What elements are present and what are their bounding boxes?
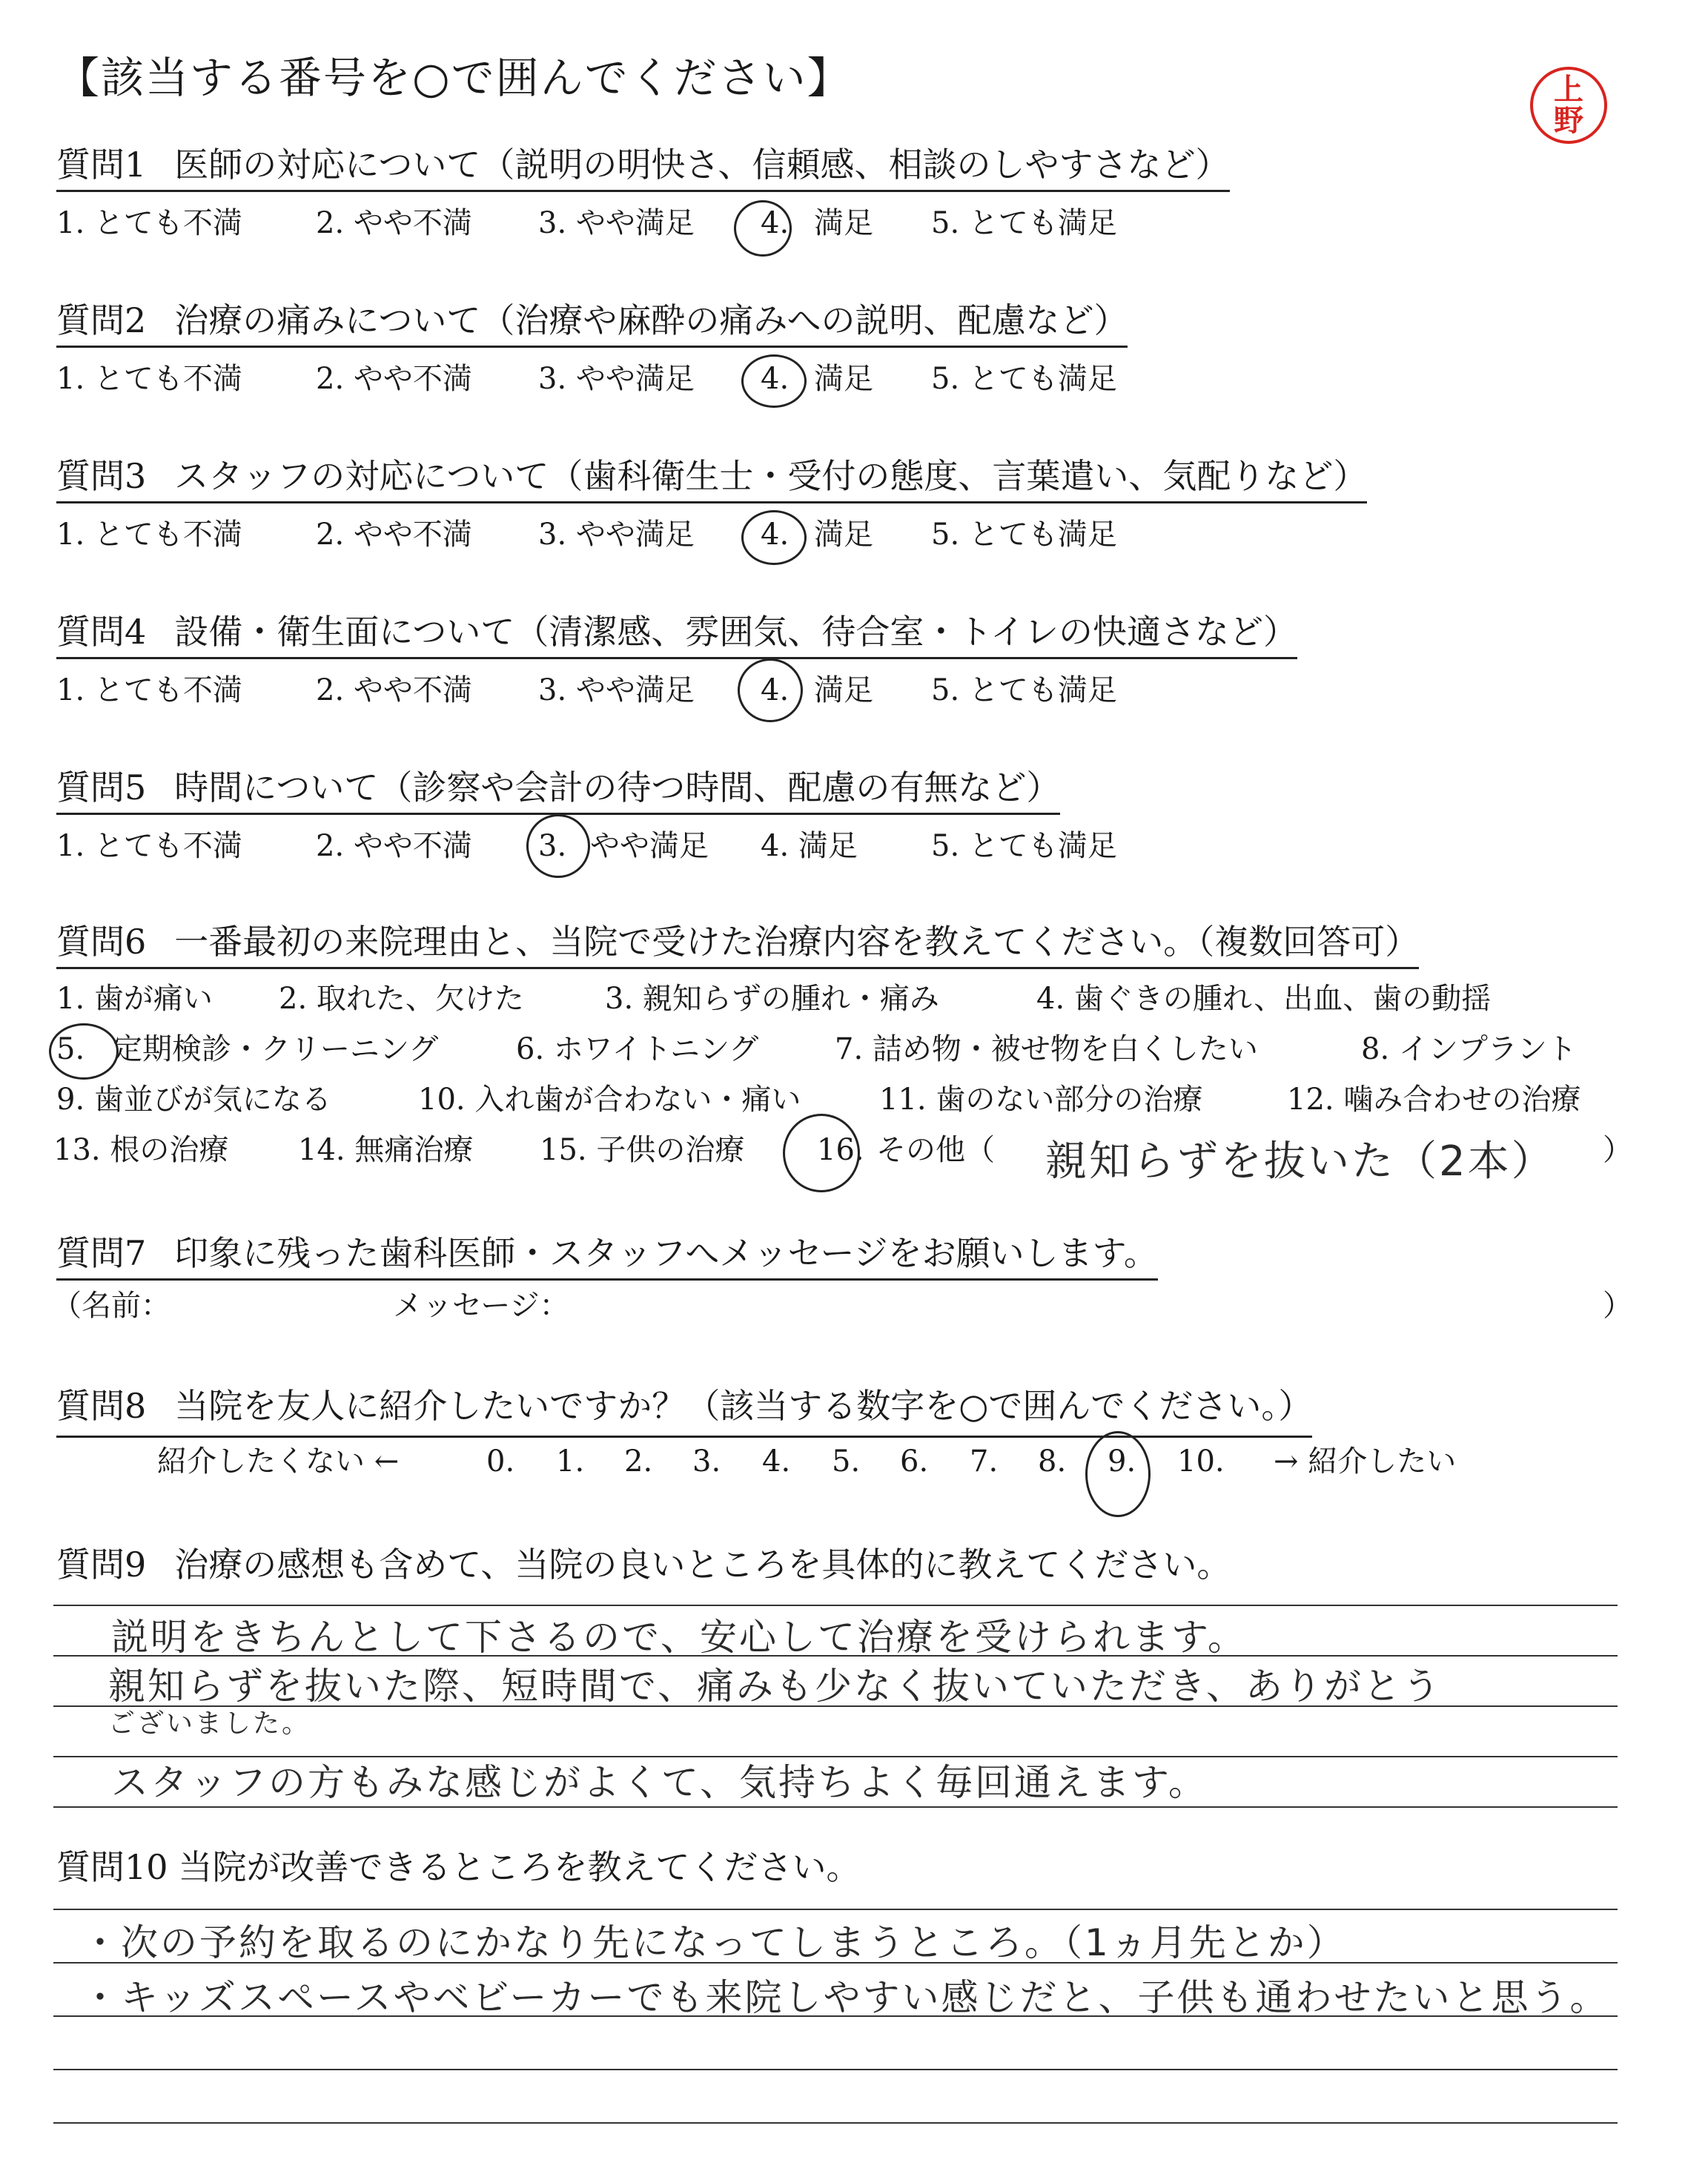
question-7 (56, 1231, 1158, 1281)
q6-other-answer[interactable]: 親知らずを抜いた（2本） (1045, 1137, 1555, 1186)
q6-option-5-number[interactable]: 5. (56, 1032, 85, 1066)
question-text: スタッフの対応について（歯科衛生士・受付の態度、言葉遣い、気配りなど） (174, 456, 1368, 496)
q4-option-4-label[interactable]: 満足 (814, 673, 873, 707)
q6-option-3[interactable]: 3. 親知らずの腫れ・痛み (605, 982, 939, 1016)
q6-option-5-label[interactable]: 定期検診・クリーニング (113, 1032, 439, 1066)
q6-option-12[interactable]: 12. 噛み合わせの治療 (1287, 1083, 1581, 1117)
question-number: 質問1 (56, 145, 147, 185)
q2-selection-circle (741, 354, 807, 408)
q2-option-4-label[interactable]: 満足 (814, 362, 873, 396)
question-text: 治療の痛みについて（治療や麻酔の痛みへの説明、配慮など） (174, 300, 1128, 340)
question-6 (56, 919, 1419, 969)
question-number: 質問7 (56, 1233, 147, 1273)
question-text: 治療の感想も含めて、当院の良いところを具体的に教えてください。 (174, 1545, 1231, 1585)
q8-option-5[interactable]: 5. (832, 1444, 861, 1479)
stamp-char-1: 上 (1554, 72, 1583, 107)
q4-option-4-number[interactable]: 4. (761, 673, 790, 707)
q3-option-5[interactable]: 5. とても満足 (931, 518, 1117, 552)
seal-stamp (1530, 67, 1607, 144)
question-5 (56, 765, 1060, 815)
q1-option-5[interactable]: 5. とても満足 (931, 206, 1117, 240)
question-number: 質問8 (56, 1386, 147, 1426)
question-text: 当院を友人に紹介したいですか？（該当する数字を○で囲んでください。） (174, 1386, 1313, 1426)
q6-option-7[interactable]: 7. 詰め物・被せ物を白くしたい (835, 1032, 1258, 1066)
q4-option-1[interactable]: 1. とても不満 (56, 673, 242, 707)
page-title: 【該当する番号を○で囲んでください】 (56, 53, 852, 103)
q10-answer-line-1[interactable]: ・次の予約を取るのにかなり先になってしまうところ。（1ヵ月先とか） (82, 1921, 1346, 1964)
question-10 (56, 1845, 861, 1889)
q6-option-15[interactable]: 15. 子供の治療 (540, 1133, 745, 1167)
q1-option-4-label[interactable]: 満足 (814, 206, 873, 240)
question-text: 印象に残った歯科医師・スタッフへメッセージをお願いします。 (174, 1233, 1158, 1273)
question-9 (56, 1542, 1231, 1587)
q9-answer-line-2[interactable]: 親知らずを抜いた際、短時間で、痛みも少なく抜いていただき、ありがとう (108, 1665, 1442, 1708)
question-number: 質問5 (56, 767, 147, 807)
q10-rule-1 (53, 1909, 1618, 1910)
q3-option-4-number[interactable]: 4. (761, 518, 790, 552)
q6-option-4[interactable]: 4. 歯ぐきの腫れ、出血、歯の動揺 (1036, 982, 1492, 1016)
q5-selection-circle (526, 814, 590, 878)
q6-option-1[interactable]: 1. 歯が痛い (56, 982, 213, 1016)
question-number: 質問6 (56, 922, 147, 962)
q6-option-11[interactable]: 11. 歯のない部分の治療 (879, 1083, 1203, 1117)
q4-option-2[interactable]: 2. やや不満 (316, 673, 472, 707)
q1-option-3[interactable]: 3. やや満足 (538, 206, 695, 240)
q6-option-6[interactable]: 6. ホワイトニング (516, 1032, 759, 1066)
question-number: 質問2 (56, 300, 147, 340)
question-text: 医師の対応について（説明の明快さ、信頼感、相談のしやすさなど） (174, 145, 1230, 185)
q8-left-label: 紹介したくない ← (157, 1444, 400, 1479)
question-number: 質問3 (56, 456, 147, 496)
q5-option-5[interactable]: 5. とても満足 (931, 829, 1117, 863)
q8-option-10[interactable]: 10. (1177, 1444, 1225, 1479)
q5-option-2[interactable]: 2. やや不満 (316, 829, 472, 863)
q3-option-1[interactable]: 1. とても不満 (56, 518, 242, 552)
q3-option-2[interactable]: 2. やや不満 (316, 518, 472, 552)
q4-option-3[interactable]: 3. やや満足 (538, 673, 695, 707)
q1-option-2[interactable]: 2. やや不満 (316, 206, 472, 240)
q9-rule-1 (53, 1605, 1618, 1606)
q10-answer-line-2[interactable]: ・キッズスペースやベビーカーでも来院しやすい感じだと、子供も通わせたいと思う。 (82, 1976, 1609, 2019)
q9-answer-line-1[interactable]: 説明をきちんとして下さるので、安心して治療を受けられます。 (111, 1616, 1247, 1659)
question-2 (56, 298, 1128, 348)
q8-selection-circle (1085, 1431, 1151, 1517)
q8-right-label: → 紹介したい (1274, 1444, 1457, 1479)
question-number: 質問10 (56, 1847, 168, 1887)
q2-option-2[interactable]: 2. やや不満 (316, 362, 472, 396)
q6-option-16-number[interactable]: 16. (817, 1133, 864, 1167)
q1-option-1[interactable]: 1. とても不満 (56, 206, 242, 240)
q8-option-1[interactable]: 1. (556, 1444, 585, 1479)
q6-option-8[interactable]: 8. インプラント (1361, 1032, 1577, 1066)
question-text: 設備・衛生面について（清潔感、雰囲気、待合室・トイレの快適さなど） (174, 612, 1298, 652)
question-4 (56, 610, 1297, 659)
q9-rule-5 (53, 1806, 1618, 1808)
q10-rule-5 (53, 2122, 1618, 2124)
q3-option-3[interactable]: 3. やや満足 (538, 518, 695, 552)
q5-option-4[interactable]: 4. 満足 (761, 829, 858, 863)
q8-option-3[interactable]: 3. (692, 1444, 721, 1479)
q8-option-9[interactable]: 9. (1108, 1444, 1136, 1479)
q7-message-label: メッセージ： (393, 1289, 569, 1323)
q6-selection-circle-16 (783, 1114, 860, 1192)
q4-option-5[interactable]: 5. とても満足 (931, 673, 1117, 707)
question-3 (56, 454, 1367, 503)
q6-option-10[interactable]: 10. 入れ歯が合わない・痛い (418, 1083, 801, 1117)
q10-rule-4 (53, 2069, 1618, 2070)
q8-option-2[interactable]: 2. (624, 1444, 653, 1479)
q2-option-4-number[interactable]: 4. (761, 362, 790, 396)
q3-option-4-label[interactable]: 満足 (814, 518, 873, 552)
stamp-char-2: 野 (1554, 103, 1583, 138)
q4-selection-circle (738, 658, 803, 722)
q6-option-other-label[interactable]: その他（ (876, 1133, 995, 1167)
q2-option-3[interactable]: 3. やや満足 (538, 362, 695, 396)
q7-close-paren: ） (1603, 1289, 1632, 1323)
question-number: 質問4 (56, 612, 147, 652)
q5-option-3-number[interactable]: 3. (538, 829, 567, 863)
question-text: 一番最初の来院理由と、当院で受けた治療内容を教えてください。（複数回答可） (174, 922, 1420, 962)
q8-option-4[interactable]: 4. (762, 1444, 791, 1479)
q6-option-2[interactable]: 2. 取れた、欠けた (279, 982, 524, 1016)
q1-selection-circle (734, 200, 792, 257)
question-8 (56, 1384, 1312, 1438)
q6-option-other-close: ） (1603, 1133, 1632, 1167)
question-text: 当院が改善できるところを教えてください。 (178, 1847, 861, 1887)
q8-option-7[interactable]: 7. (970, 1444, 999, 1479)
q5-option-3-label[interactable]: やや満足 (590, 829, 709, 863)
q3-selection-circle (741, 510, 807, 565)
q5-option-1[interactable]: 1. とても不満 (56, 829, 242, 863)
q6-option-14[interactable]: 14. 無痛治療 (298, 1133, 474, 1167)
q8-option-6[interactable]: 6. (900, 1444, 929, 1479)
question-text: 時間について（診察や会計の待つ時間、配慮の有無など） (174, 767, 1061, 807)
q9-answer-line-3[interactable]: ございました。 (108, 1708, 311, 1739)
q9-answer-line-4[interactable]: スタッフの方もみな感じがよくて、気持ちよく毎回通えます。 (111, 1761, 1208, 1804)
q8-option-0[interactable]: 0. (486, 1444, 515, 1479)
q6-option-13[interactable]: 13. 根の治療 (53, 1133, 229, 1167)
q2-option-5[interactable]: 5. とても満足 (931, 362, 1117, 396)
q8-option-8[interactable]: 8. (1038, 1444, 1067, 1479)
q1-option-4-number[interactable]: 4. (761, 206, 790, 240)
q7-name-label: （名前： (52, 1289, 171, 1323)
q6-selection-circle-5 (49, 1023, 119, 1080)
question-1 (56, 142, 1230, 192)
q2-option-1[interactable]: 1. とても不満 (56, 362, 242, 396)
question-number: 質問9 (56, 1545, 147, 1585)
q6-option-9[interactable]: 9. 歯並びが気になる (56, 1083, 331, 1117)
